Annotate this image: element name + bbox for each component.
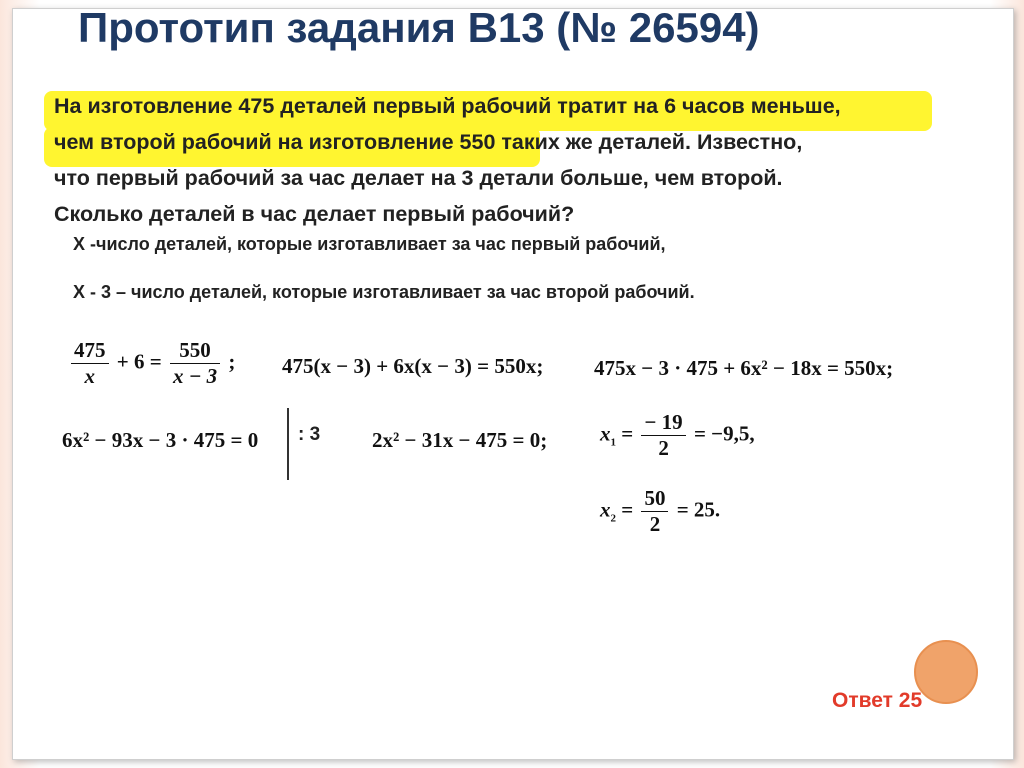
- root-x1: $x_1$ = $\frac{- 19}{2}$ = −9,5,: [600, 410, 755, 460]
- fraction: [71, 338, 109, 389]
- result: = 25.: [676, 497, 721, 522]
- subscript: 1: [610, 436, 616, 449]
- numerator: 550: [170, 338, 220, 364]
- denominator: x: [84, 364, 95, 388]
- divide-by-3: : 3: [298, 424, 321, 445]
- equation-3: 475x − 3 · 475 + 6x² − 18x = 550x;: [594, 356, 894, 380]
- numerator: 50: [641, 486, 668, 512]
- equation-5: 2x² − 31x − 475 = 0;: [372, 428, 548, 452]
- equation-1: [68, 338, 235, 389]
- fraction: [641, 410, 685, 461]
- fraction: [641, 486, 668, 537]
- answer-text: Ответ 25: [832, 689, 923, 712]
- denominator: 2: [649, 512, 661, 536]
- semicolon: ;: [228, 349, 236, 374]
- root-x2: $x_2$ = $\frac{50}{2}$ = 25.: [600, 486, 721, 536]
- equation-4: 6x² − 93x − 3 · 475 = 0: [62, 428, 259, 452]
- operator: + 6 =: [116, 349, 162, 374]
- denominator: 2: [658, 436, 669, 460]
- slide-title: Прототип задания В13 (№ 26594): [78, 4, 760, 51]
- problem-line: чем второй рабочий на изготовление 550 таких же деталей. Известно,: [54, 130, 803, 154]
- result: = −9,5,: [693, 421, 755, 446]
- subscript: 2: [610, 512, 616, 525]
- problem-line: Сколько деталей в час делает первый рабочий?: [54, 202, 575, 226]
- denominator: x − 3: [172, 364, 218, 388]
- definition-x: Х -число деталей, которые изготавливает за час первый рабочий,: [73, 234, 666, 254]
- decorative-circle: [914, 640, 978, 704]
- numerator: − 19: [641, 410, 685, 436]
- divider-line: [287, 408, 289, 480]
- problem-statement: [54, 88, 974, 232]
- numerator: 475: [71, 338, 109, 364]
- definition-x-minus-3: Х - 3 – число деталей, которые изготавливает за час второй рабочий.: [73, 282, 695, 302]
- problem-line: что первый рабочий за час делает на 3 детали больше, чем второй.: [54, 166, 783, 190]
- equation-2: 475(x − 3) + 6x(x − 3) = 550x;: [282, 354, 544, 378]
- variable: x: [600, 421, 611, 446]
- fraction: [170, 338, 220, 389]
- variable: x: [600, 497, 611, 522]
- problem-line: На изготовление 475 деталей первый рабочий тратит на 6 часов меньше,: [54, 94, 841, 118]
